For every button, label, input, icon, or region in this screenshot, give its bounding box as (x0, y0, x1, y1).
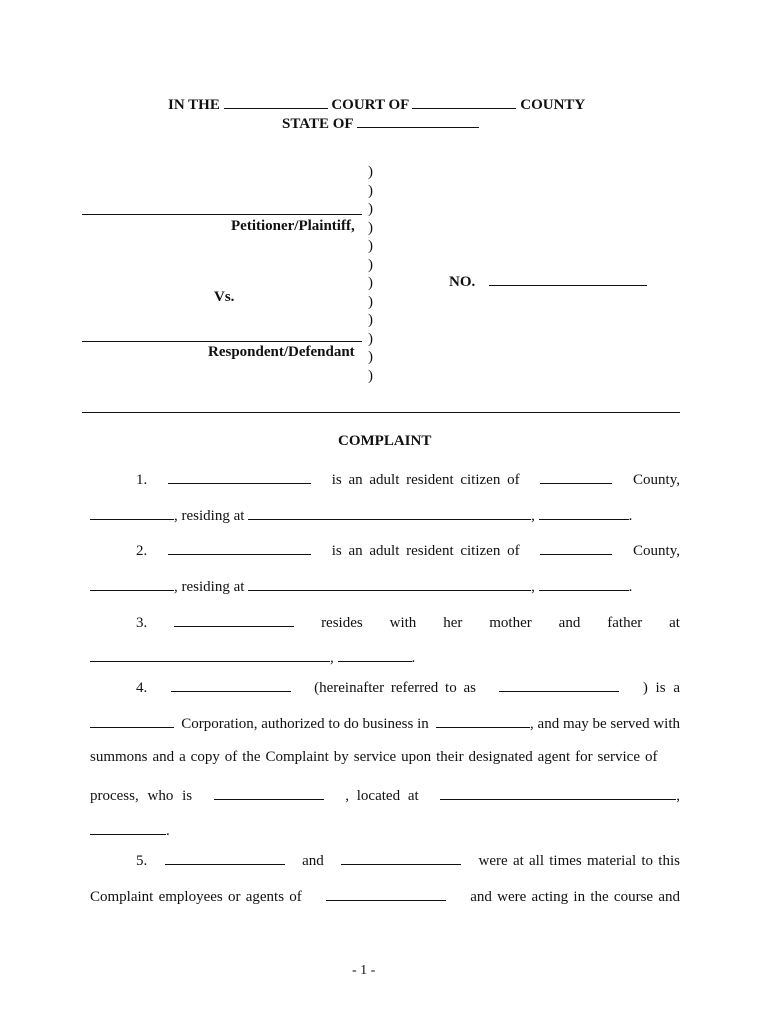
petitioner-name-line[interactable] (82, 214, 362, 215)
para2-county-blank[interactable] (540, 540, 612, 555)
para4-text-h: . (166, 823, 170, 839)
county-name-blank[interactable] (412, 94, 516, 109)
para1-city-blank[interactable] (90, 505, 174, 520)
case-number-label: NO. (449, 274, 476, 290)
para3-name-blank[interactable] (174, 612, 294, 627)
para2-state-blank[interactable] (539, 576, 629, 591)
para5-line1 (90, 850, 680, 870)
para4-line2 (90, 713, 680, 733)
para1-text-b: County, (633, 472, 680, 488)
para4-text-a: (hereinafter referred to as (314, 680, 476, 696)
para5-text-b: were at all times material to this (478, 853, 680, 869)
para3-word: resides (321, 615, 363, 631)
para4-text-e: process, who is (90, 788, 193, 804)
caption-parens: ) ) ) ) ) ) ) ) ) ) ) ) (368, 164, 373, 384)
caption-divider (82, 412, 680, 413)
para2-number: 2. (136, 543, 148, 559)
para5-text-d: and were acting in the course and (470, 889, 680, 905)
respondent-name-line[interactable] (82, 341, 362, 342)
para1-state-blank[interactable] (539, 505, 629, 520)
para1-text-c: , residing at (174, 508, 245, 524)
para2-text-e: . (628, 579, 633, 595)
para4-address-blank[interactable] (440, 785, 676, 800)
para3-word: mother (489, 615, 532, 631)
para5-line2 (90, 886, 680, 906)
para3-word: and (558, 615, 581, 631)
para4-city-blank[interactable] (90, 820, 166, 835)
court-heading (168, 94, 585, 114)
para5-text-a: and (302, 853, 324, 869)
heading-court-of: COURT OF (331, 97, 409, 113)
para1-line1 (90, 469, 680, 489)
para3-line2 (90, 647, 415, 667)
para4-line1 (90, 677, 680, 697)
para3-word: with (389, 615, 417, 631)
complaint-title: COMPLAINT (338, 433, 432, 449)
para3-text-d: , (330, 650, 334, 666)
para2-text-b: County, (633, 543, 680, 559)
para4-line5 (90, 820, 170, 840)
para3-line1 (90, 612, 680, 632)
para2-line2 (90, 576, 632, 596)
heading-state-of: STATE OF (282, 116, 353, 132)
para3-text-e: . (411, 650, 416, 666)
para1-text-d: , (531, 508, 535, 524)
para4-line4 (90, 785, 680, 805)
para4-name-blank[interactable] (171, 677, 291, 692)
para1-name-blank[interactable] (168, 469, 311, 484)
heading-county: COUNTY (520, 97, 586, 113)
para4-number: 4. (136, 680, 148, 696)
para4-text-g: , (676, 788, 680, 804)
para4-text-d: , and may be served with (530, 716, 680, 732)
para2-city-blank[interactable] (90, 576, 174, 591)
para3-address-blank[interactable] (90, 647, 330, 662)
para4-line3-text: summons and a copy of the Complaint by service upon their designated agent for service of (90, 749, 658, 765)
para4-alias-blank[interactable] (499, 677, 619, 692)
para4-agent-blank[interactable] (214, 785, 324, 800)
para4-state-blank[interactable] (436, 713, 530, 728)
para3-word: at (669, 615, 680, 631)
para2-text-a: is an adult resident citizen of (331, 543, 520, 559)
state-name-blank[interactable] (357, 113, 479, 128)
petitioner-label: Petitioner/Plaintiff, (231, 218, 355, 234)
para2-line1 (90, 540, 680, 560)
para1-text-e: . (628, 508, 633, 524)
para5-text-c: Complaint employees or agents of (90, 889, 302, 905)
court-name-blank[interactable] (224, 94, 328, 109)
state-heading (282, 113, 479, 133)
para2-text-d: , (531, 579, 535, 595)
para2-text-c: , residing at (174, 579, 245, 595)
para4-text-f: , located at (345, 788, 419, 804)
para1-county-blank[interactable] (540, 469, 612, 484)
para2-address-blank[interactable] (248, 576, 531, 591)
para4-text-b: ) is a (642, 680, 680, 696)
para1-number: 1. (136, 472, 148, 488)
para4-type-blank[interactable] (90, 713, 174, 728)
para2-name-blank[interactable] (168, 540, 311, 555)
para1-line2 (90, 505, 632, 525)
para3-number: 3. (136, 615, 148, 631)
heading-in-the: IN THE (168, 97, 220, 113)
para5-name2-blank[interactable] (341, 850, 461, 865)
para5-name1-blank[interactable] (165, 850, 285, 865)
case-number-blank[interactable] (489, 271, 647, 286)
page-number: - 1 - (352, 963, 376, 978)
vs-label: Vs. (214, 289, 235, 305)
para3-city-blank[interactable] (338, 647, 412, 662)
para5-number: 5. (136, 853, 148, 869)
para3-word: her (443, 615, 463, 631)
respondent-label: Respondent/Defendant (208, 344, 355, 360)
para5-employer-blank[interactable] (326, 886, 446, 901)
para1-address-blank[interactable] (248, 505, 531, 520)
para4-text-c: Corporation, authorized to do business in (181, 716, 429, 732)
para4-line3 (90, 749, 680, 766)
para3-word: father (607, 615, 643, 631)
para1-text-a: is an adult resident citizen of (331, 472, 520, 488)
case-number (449, 271, 647, 291)
